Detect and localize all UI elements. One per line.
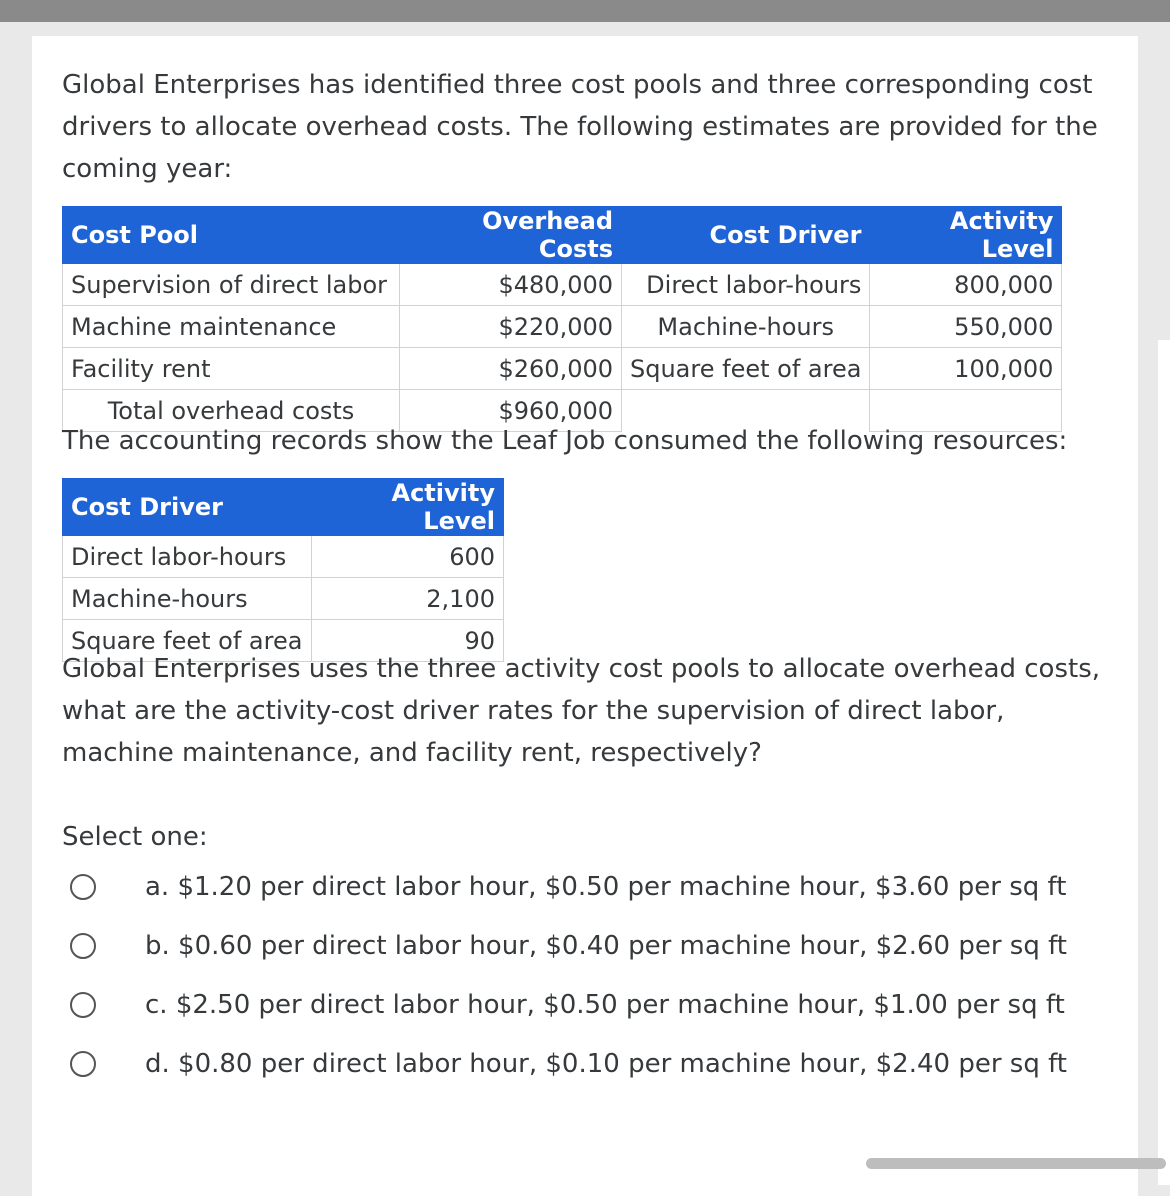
header-overhead-costs: Overhead Costs — [400, 207, 622, 264]
table-header-row — [63, 479, 504, 536]
table-row — [63, 536, 504, 578]
header-activity-level: Activity Level — [312, 479, 504, 536]
cell-cost-driver: Machine-hours — [622, 306, 870, 348]
cell-overhead-cost: $480,000 — [400, 264, 622, 306]
answer-option-text[interactable]: d. $0.80 per direct labor hour, $0.10 per machine hour, $2.40 per sq ft — [145, 1049, 1067, 1079]
answer-option-a[interactable] — [70, 862, 1067, 912]
cell-cost-driver: Machine-hours — [63, 578, 312, 620]
cost-pool-table — [62, 206, 1062, 432]
leaf-job-statement: The accounting records show the Leaf Job consumed the following resources: — [62, 426, 1068, 456]
cell-activity-level: 800,000 — [870, 264, 1062, 306]
cell-cost-driver: Square feet of area — [622, 348, 870, 390]
table-row — [63, 264, 1062, 306]
cell-cost-driver: Square feet of area — [63, 620, 312, 662]
answer-option-text[interactable]: a. $1.20 per direct labor hour, $0.50 per machine hour, $3.60 per sq ft — [145, 872, 1067, 902]
horizontal-scrollbar-thumb[interactable] — [866, 1158, 1166, 1169]
table-row — [63, 578, 504, 620]
cell-activity-level: 600 — [312, 536, 504, 578]
scrollbar-track[interactable] — [1158, 340, 1170, 1185]
header-cost-driver: Cost Driver — [622, 207, 870, 264]
cell-activity-level: 550,000 — [870, 306, 1062, 348]
answer-option-d[interactable] — [70, 1039, 1067, 1089]
header-activity-level: Activity Level — [870, 207, 1062, 264]
answer-option-text[interactable]: b. $0.60 per direct labor hour, $0.40 per machine hour, $2.60 per sq ft — [145, 931, 1067, 961]
select-one-label: Select one: — [62, 822, 208, 852]
cell-activity-level: 90 — [312, 620, 504, 662]
table-row — [63, 348, 1062, 390]
window-top-bar — [0, 0, 1170, 22]
radio-button[interactable] — [70, 874, 96, 900]
answer-option-c[interactable] — [70, 980, 1065, 1030]
leaf-job-table — [62, 478, 504, 662]
cell-cost-pool: Facility rent — [63, 348, 400, 390]
radio-button[interactable] — [70, 992, 96, 1018]
table-header-row — [63, 207, 1062, 264]
cell-cost-pool: Machine maintenance — [63, 306, 400, 348]
radio-button[interactable] — [70, 933, 96, 959]
cell-cost-driver: Direct labor-hours — [63, 536, 312, 578]
question-intro: Global Enterprises has identified three cost pools and three corresponding cost drivers to allocate overhead costs. The following estimates are provided for the coming year: — [62, 70, 1098, 184]
answer-option-text[interactable]: c. $2.50 per direct labor hour, $0.50 per machine hour, $1.00 per sq ft — [145, 990, 1065, 1020]
cell-overhead-cost: $260,000 — [400, 348, 622, 390]
answer-option-b[interactable] — [70, 921, 1067, 971]
cell-activity-level: 2,100 — [312, 578, 504, 620]
header-cost-pool: Cost Pool — [63, 207, 400, 264]
table-row — [63, 306, 1062, 348]
cell-cost-pool: Supervision of direct labor — [63, 264, 400, 306]
question-text: Global Enterprises uses the three activity cost pools to allocate overhead costs, what are the activity-cost driver rates for the supervision of direct labor, machine maintenance, and facility rent, respectively? — [62, 654, 1101, 768]
cell-cost-driver: Direct labor-hours — [622, 264, 870, 306]
header-cost-driver: Cost Driver — [63, 479, 312, 536]
total-label: Total overhead costs — [63, 390, 400, 432]
total-value: $960,000 — [400, 390, 622, 432]
radio-button[interactable] — [70, 1051, 96, 1077]
cell-overhead-cost: $220,000 — [400, 306, 622, 348]
cell-activity-level: 100,000 — [870, 348, 1062, 390]
